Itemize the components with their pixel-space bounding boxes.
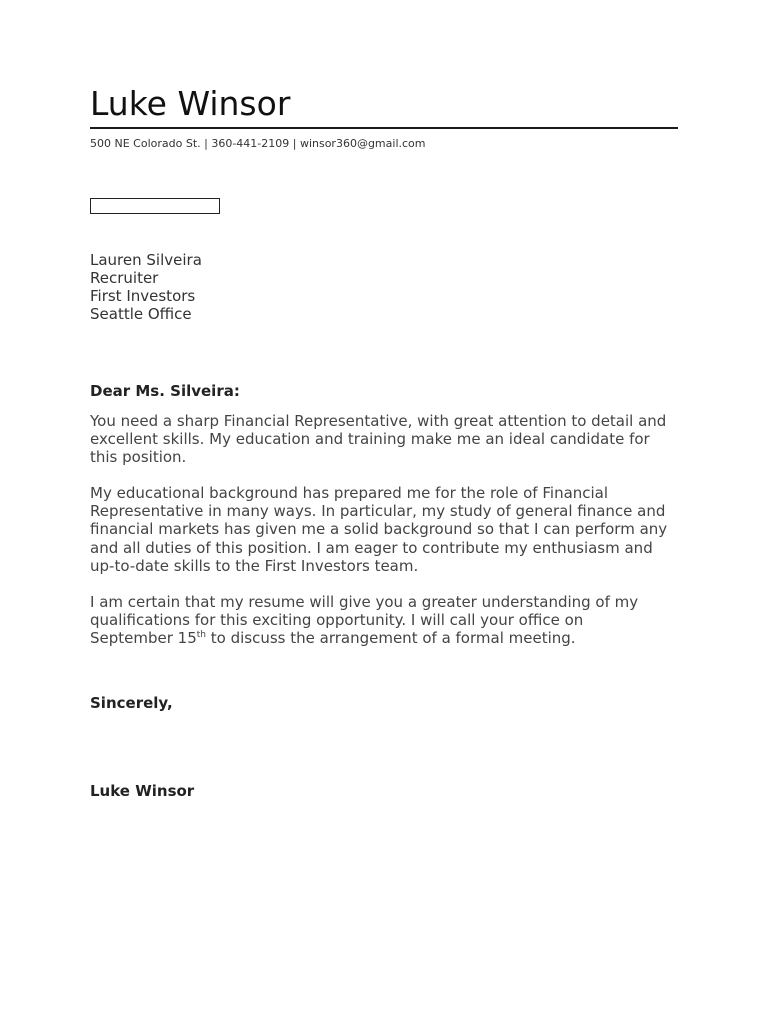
signature-name: Luke Winsor	[90, 782, 195, 800]
date-field-box[interactable]	[90, 198, 220, 214]
recipient-company: First Investors	[90, 287, 196, 305]
body-paragraph-2	[90, 484, 667, 575]
recipient-office: Seattle Office	[90, 305, 192, 323]
body-paragraph-1	[90, 412, 666, 467]
closing: Sincerely,	[90, 694, 173, 712]
paragraph-line: up-to-date skills to the First Investors team.	[90, 556, 419, 575]
paragraph-line: My educational background has prepared me for the role of Financial	[90, 484, 609, 502]
paragraph-line: You need a sharp Financial Representative, with great attention to detail and	[90, 412, 667, 430]
ordinal-suffix: th	[196, 630, 206, 641]
sender-name-heading: Luke Winsor	[90, 84, 291, 123]
paragraph-line: and all duties of this position. I am eager to contribute my enthusiasm and	[90, 538, 653, 557]
meeting-text: to discuss the arrangement of a formal meeting.	[206, 629, 576, 648]
paragraph-line: qualifications for this exciting opportunity. I will call your office on	[90, 611, 584, 630]
paragraph-line: this position.	[90, 448, 187, 467]
body-paragraph-3	[90, 593, 638, 648]
paragraph-line: financial markets has given me a solid background so that I can perform any	[90, 520, 668, 539]
recipient-title: Recruiter	[90, 269, 159, 287]
salutation: Dear Ms. Silveira:	[90, 382, 240, 400]
paragraph-line: I am certain that my resume will give you a greater understanding of my	[90, 593, 639, 611]
paragraph-line: Representative in many ways. In particular, my study of general finance and	[90, 502, 666, 521]
heading-divider	[90, 127, 678, 129]
meeting-date: September 15	[90, 629, 197, 648]
paragraph-line: excellent skills. My education and training make me an ideal candidate for	[90, 430, 650, 449]
recipient-block	[90, 251, 202, 323]
sender-contact-line: 500 NE Colorado St. | 360-441-2109 | winsor360@gmail.com	[90, 137, 426, 150]
paragraph-line	[90, 629, 638, 647]
recipient-name: Lauren Silveira	[90, 251, 202, 269]
